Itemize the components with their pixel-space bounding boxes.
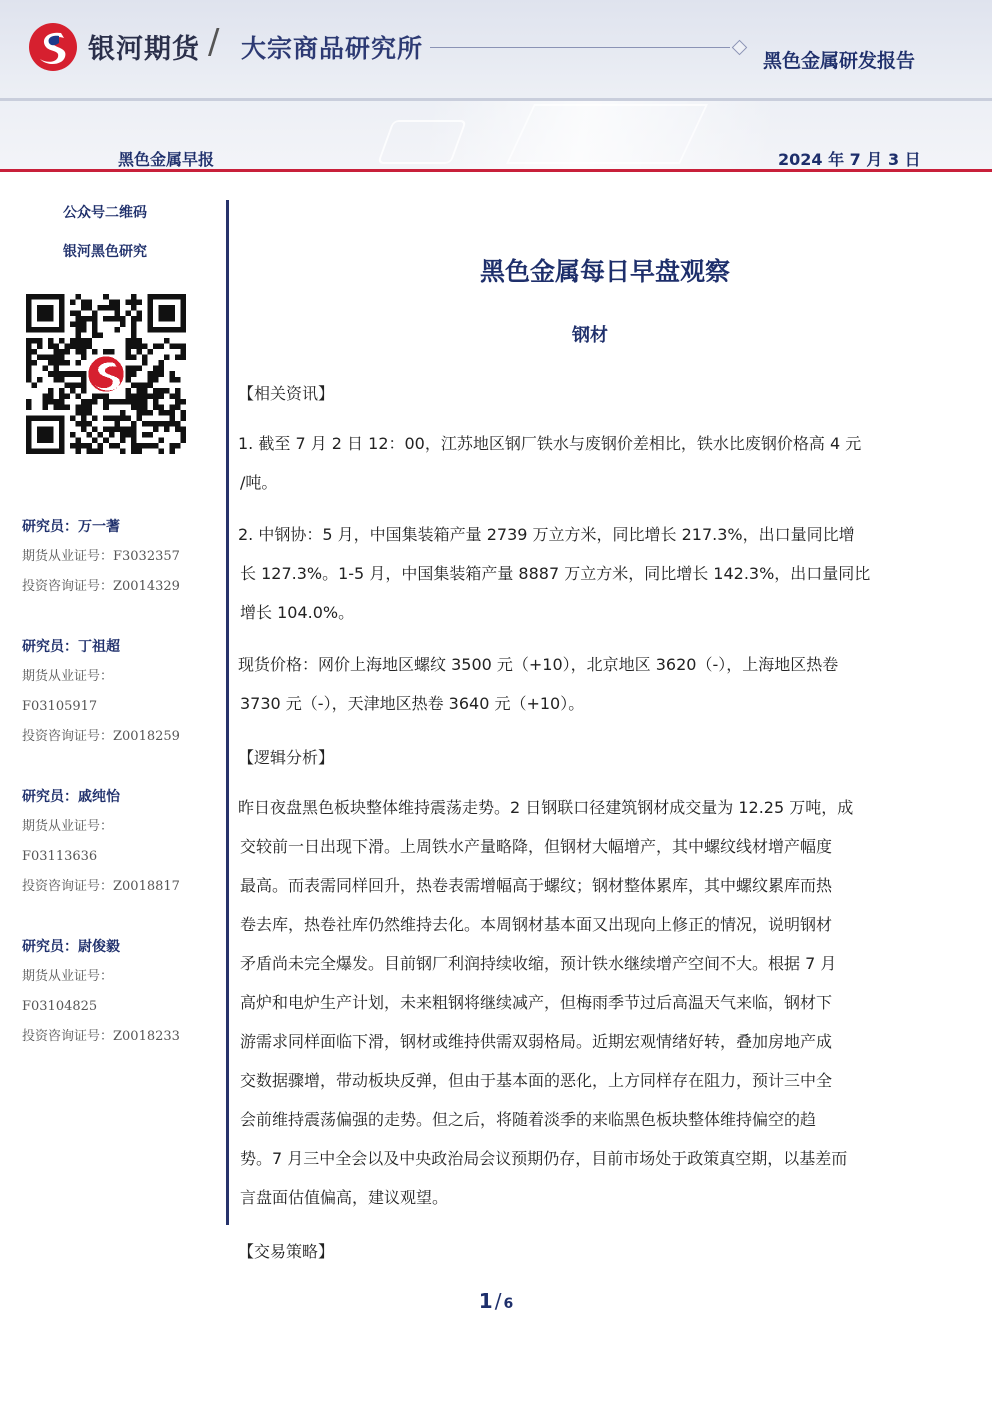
report-type: 黑色金属研发报告 xyxy=(763,50,916,72)
text-line: 高炉和电炉生产计划，未来粗钢将继续减产，但梅雨季节过后高温天气来临，钢材下 xyxy=(240,993,833,1012)
news-heading: 【相关资讯】 xyxy=(238,384,335,403)
analyst-block xyxy=(22,512,222,602)
column-divider xyxy=(226,200,229,1225)
futures-license: 期货从业证号：F3032357 xyxy=(22,549,180,564)
report-header xyxy=(0,0,992,170)
current-page: 1 xyxy=(478,1289,493,1313)
analyst-name: 研究员：尉俊毅 xyxy=(22,939,120,955)
news-item-2 xyxy=(238,515,938,632)
logic-paragraph xyxy=(238,788,938,1217)
analyst-name: 研究员：万一蓍 xyxy=(22,519,120,535)
futures-license-label: 期货从业证号： xyxy=(22,969,114,984)
galaxy-logo-icon xyxy=(28,22,78,72)
text-line: 最高。而表需同样回升，热卷表需增幅高于螺纹；钢材整体累库，其中螺纹累库而热 xyxy=(240,876,833,895)
futures-license-number: F03105917 xyxy=(22,699,98,714)
consulting-license: 投资咨询证号：Z0018259 xyxy=(22,729,180,744)
report-date: 2024 年 7 月 3 日 xyxy=(778,150,921,169)
analyst-block xyxy=(22,932,222,1052)
header-band xyxy=(0,98,992,101)
text-line: 言盘面估值偏高，建议观望。 xyxy=(240,1188,449,1207)
report-title: 黑色金属每日早盘观察 xyxy=(479,257,730,286)
consulting-license: 投资咨询证号：Z0014329 xyxy=(22,579,180,594)
text-line: 交数据骤增，带动板块反弹，但由于基本面的恶化，上方同样存在阻力，预计三中全 xyxy=(240,1071,833,1090)
analyst-block xyxy=(22,632,222,752)
text-line: /吨。 xyxy=(240,473,278,492)
text-line: 矛盾尚未完全爆发。目前钢厂利润持续收缩，预计铁水继续增产空间不大。根据 7 月 xyxy=(240,954,837,973)
total-pages: 6 xyxy=(503,1296,514,1312)
news-item-1 xyxy=(238,424,938,502)
page-number xyxy=(0,1289,992,1313)
logic-heading: 【逻辑分析】 xyxy=(238,748,335,767)
header-red-rule xyxy=(0,169,992,172)
consulting-license: 投资咨询证号：Z0018233 xyxy=(22,1029,180,1044)
header-rule xyxy=(430,47,730,48)
header-decoration xyxy=(506,104,708,164)
text-line: 昨日夜盘黑色板块整体维持震荡走势。2 日钢联口径建筑钢材成交量为 12.25 万吨，成 xyxy=(238,798,854,817)
text-line: 长 127.3%。1-5 月，中国集装箱产量 8887 万立方米，同比增长 142.3%，出口量同比 xyxy=(240,564,871,583)
diamond-icon xyxy=(732,40,748,56)
section-subtitle: 钢材 xyxy=(572,325,608,346)
qr-caption: 公众号二维码 xyxy=(63,205,147,221)
institute-name: 大宗商品研究所 xyxy=(241,34,424,63)
analyst-name: 研究员：丁祖超 xyxy=(22,639,120,655)
qr-code-icon xyxy=(26,294,186,454)
strategy-heading: 【交易策略】 xyxy=(238,1242,335,1261)
futures-license-number: F03113636 xyxy=(22,849,98,864)
spot-price-paragraph xyxy=(238,645,938,723)
qr-account-name: 银河黑色研究 xyxy=(63,244,147,260)
text-line: 会前维持震荡偏强的走势。但之后，将随着淡季的来临黑色板块整体维持偏空的趋 xyxy=(240,1110,817,1129)
text-line: 现货价格：网价上海地区螺纹 3500 元（+10），北京地区 3620（-），上海地区热卷 xyxy=(238,655,839,674)
text-line: 交较前一日出现下滑。上周铁水产量略降，但钢材大幅增产，其中螺纹线材增产幅度 xyxy=(240,837,833,856)
futures-license-label: 期货从业证号： xyxy=(22,669,114,684)
text-line: 卷去库，热卷社库仍然维持去化。本周钢材基本面又出现向上修正的情况，说明钢材 xyxy=(240,915,833,934)
text-line: 1. 截至 7 月 2 日 12：00，江苏地区钢厂铁水与废钢价差相比，铁水比废钢价格高 4 元 xyxy=(238,434,862,453)
text-line: 2. 中钢协：5 月，中国集装箱产量 2739 万立方米，同比增长 217.3%，出口量同比增 xyxy=(238,525,855,544)
futures-license-number: F03104825 xyxy=(22,999,98,1014)
brand-name: 银河期货 xyxy=(88,34,200,65)
text-line: 势。7 月三中全会以及中央政治局会议预期仍存，目前市场处于政策真空期，以基差而 xyxy=(240,1149,848,1168)
text-line: 增长 104.0%。 xyxy=(240,603,355,622)
futures-license-label: 期货从业证号： xyxy=(22,819,114,834)
analyst-name: 研究员：戚纯怡 xyxy=(22,789,120,805)
report-name: 黑色金属早报 xyxy=(118,150,215,169)
page-separator: / xyxy=(494,1289,502,1313)
text-line: 3730 元（-），天津地区热卷 3640 元（+10）。 xyxy=(240,694,585,713)
title-separator: / xyxy=(208,22,220,62)
consulting-license: 投资咨询证号：Z0018817 xyxy=(22,879,180,894)
text-line: 游需求同样面临下滑，钢材或维持供需双弱格局。近期宏观情绪好转，叠加房地产成 xyxy=(240,1032,833,1051)
analyst-block xyxy=(22,782,222,902)
